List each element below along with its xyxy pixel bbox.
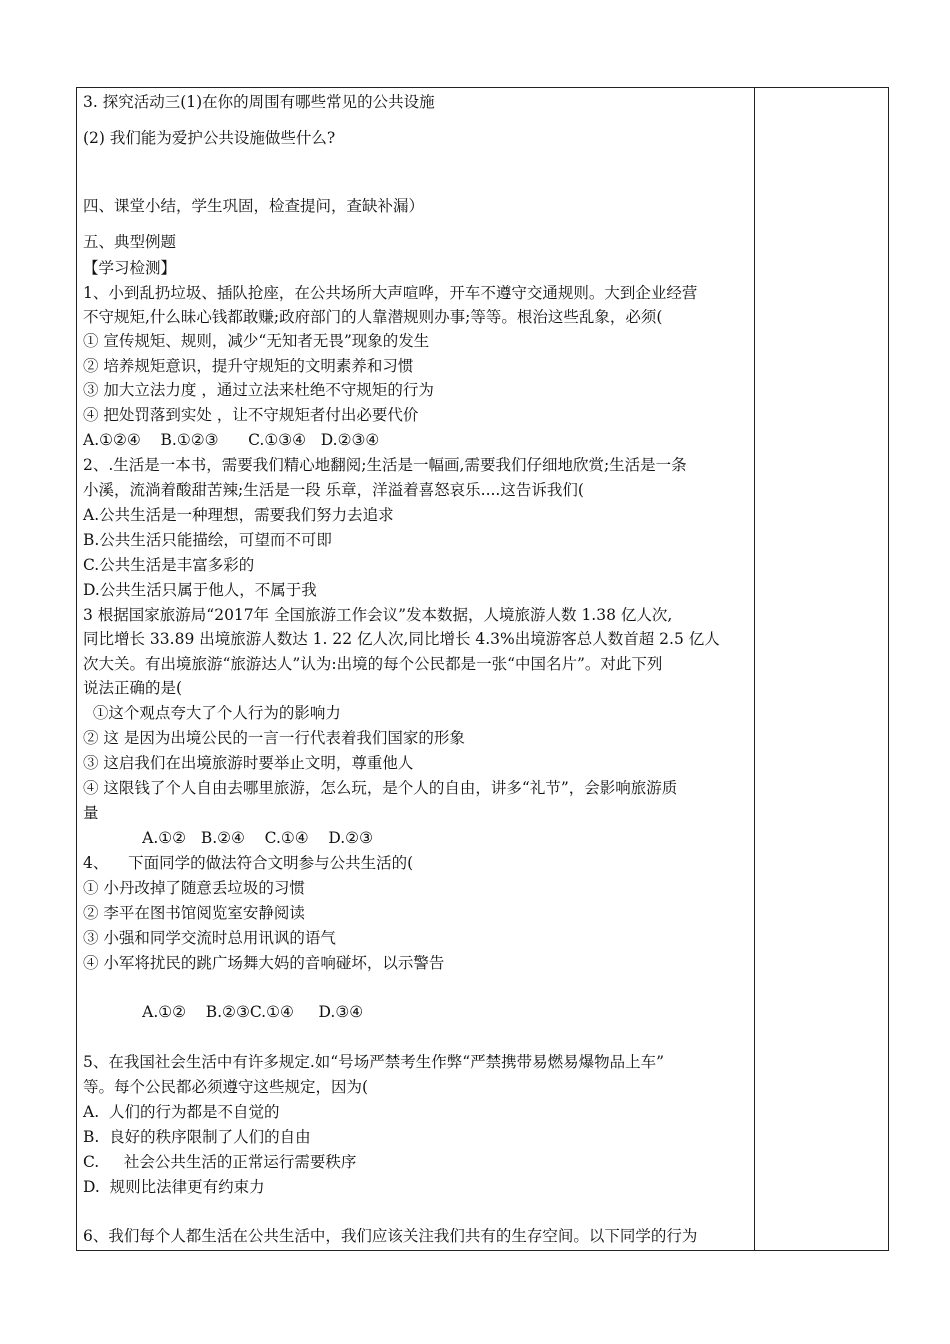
question-5-option-b: B. 良好的秩序限制了人们的自由 bbox=[83, 1128, 311, 1146]
question-1-line-1: 1、小到乱扔垃圾、插队抢座，在公共场所大声喧哗，开车不遵守交通规则。大到企业经营 bbox=[83, 284, 698, 302]
question-5-line-2: 等。每个公民都必须遵守这些规定，因为( bbox=[83, 1078, 369, 1096]
question-4-item-2: ② 李平在图书馆阅览室安静阅读 bbox=[83, 904, 305, 922]
section-test-heading: 【学习检测】 bbox=[83, 259, 177, 277]
question-4-options: A.①② B.②③C.①④ D.③④ bbox=[83, 1003, 364, 1021]
question-1-item-4: ④ 把处罚落到实处 ，让不守规矩者付出必要代价 bbox=[83, 406, 419, 424]
activity-3-q1: 3. 探究活动三(1)在你的周围有哪些常见的公共设施 bbox=[83, 93, 435, 111]
question-1-item-2: ② 培养规矩意识，提升守规矩的文明素养和习惯 bbox=[83, 357, 414, 375]
question-5-option-a: A. 人们的行为都是不自觉的 bbox=[83, 1103, 280, 1121]
question-3-line-3: 次大关。有出境旅游“旅游达人”认为:出境的每个公民都是一张“中国名片”。对此下列 bbox=[83, 655, 663, 673]
question-2-line-1: 2、.生活是一本书，需要我们精心地翻阅;生活是一幅画,需要我们仔细地欣赏;生活是一条 bbox=[83, 456, 687, 474]
section-summary: 四、课堂小结，学生巩固，检查提问，查缺补漏） bbox=[83, 197, 425, 215]
question-4-stem: 4、 下面同学的做法符合文明参与公共生活的( bbox=[83, 854, 414, 872]
question-3-line-4: 说法正确的是( bbox=[83, 679, 183, 697]
question-1-item-3: ③ 加大立法力度 ，通过立法来杜绝不守规矩的行为 bbox=[83, 381, 434, 399]
question-3-item-1: ①这个观点夸大了个人行为的影响力 bbox=[83, 704, 341, 722]
column-divider bbox=[754, 87, 755, 1251]
activity-3-q2: (2) 我们能为爱护公共设施做些什么? bbox=[83, 129, 336, 147]
question-3-item-3: ③ 这启我们在出境旅游时要举止文明，尊重他人 bbox=[83, 754, 414, 772]
question-5-line-1: 5、在我国社会生活中有许多规定.如“号场严禁考生作弊“严禁携带易燃易爆物品上车” bbox=[83, 1053, 665, 1071]
question-4-item-4: ④ 小军将扰民的跳广场舞大妈的音响碰坏，以示警告 bbox=[83, 954, 445, 972]
question-3-line-2: 同比增长 33.89 出境旅游人数达 1. 22 亿人次,同比增长 4.3%出境游客总人数首超 2.5 亿人 bbox=[83, 630, 720, 648]
question-1-options: A.①②④ B.①②③ C.①③④ D.②③④ bbox=[83, 431, 380, 449]
question-2-option-d: D.公共生活只属于他人，不属于我 bbox=[83, 581, 317, 599]
question-4-item-1: ① 小丹改掉了随意丢垃圾的习惯 bbox=[83, 879, 305, 897]
question-2-option-c: C.公共生活是丰富多彩的 bbox=[83, 556, 255, 574]
question-3-options: A.①② B.②④ C.①④ D.②③ bbox=[83, 829, 373, 847]
question-5-option-c: C. 社会公共生活的正常运行需要秩序 bbox=[83, 1153, 357, 1171]
question-3-item-2: ② 这 是因为出境公民的一言一行代表着我们国家的形象 bbox=[83, 729, 465, 747]
question-1-item-1: ① 宣传规矩、规则，减少“无知者无畏”现象的发生 bbox=[83, 332, 430, 350]
question-3-line-1: 3 根据国家旅游局“2017年 全国旅游工作会议”发本数据，人境旅游人数 1.38 亿人次, bbox=[83, 606, 673, 624]
question-2-option-a: A.公共生活是一种理想，需要我们努力去追求 bbox=[83, 506, 394, 524]
question-3-item-4: ④ 这限钱了个人自由去哪里旅游，怎么玩，是个人的自由，讲多“礼节”，会影响旅游质 bbox=[83, 779, 678, 797]
question-5-option-d: D. 规则比法律更有约束力 bbox=[83, 1178, 265, 1196]
question-2-option-b: B.公共生活只能描绘，可望而不可即 bbox=[83, 531, 332, 549]
section-examples: 五、典型例题 bbox=[83, 233, 177, 251]
question-6-line-1: 6、我们每个人都生活在公共生活中，我们应该关注我们共有的生存空间。以下同学的行为 bbox=[83, 1227, 698, 1245]
question-4-item-3: ③ 小强和同学交流时总用讯讽的语气 bbox=[83, 929, 336, 947]
question-1-line-2: 不守规矩,什么昧心钱都敢赚;政府部门的人靠潜规则办事;等等。根治这些乱象，必须( bbox=[83, 308, 663, 326]
question-3-item-4-cont: 量 bbox=[83, 804, 99, 822]
question-2-line-2: 小溪，流淌着酸甜苦辣;生活是一段 乐章，洋溢着喜怒哀乐....这告诉我们( bbox=[83, 481, 584, 499]
